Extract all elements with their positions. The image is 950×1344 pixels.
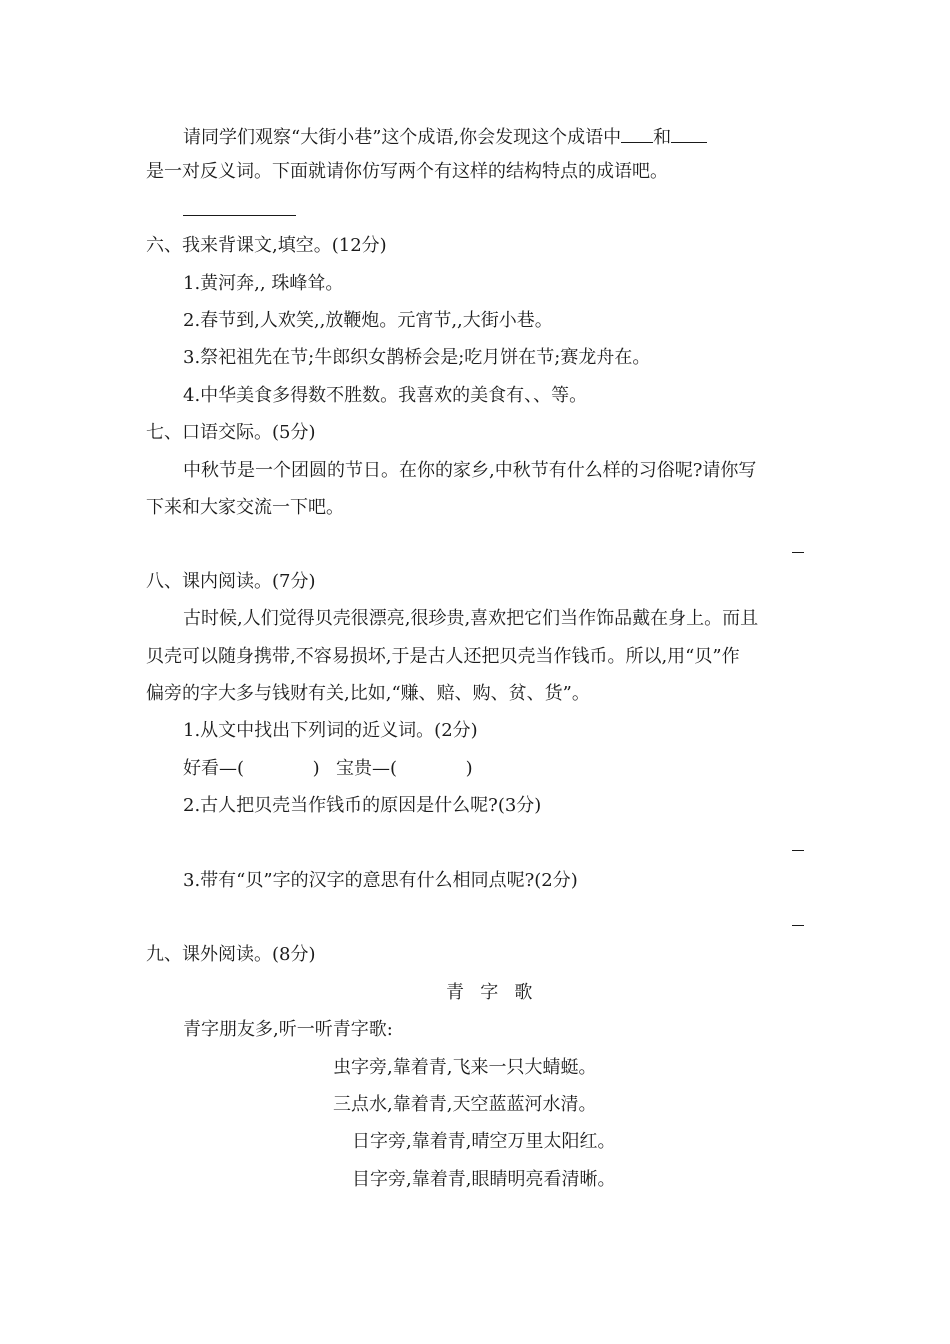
section6-item-2: 2.春节到,人欢笑,,放鞭炮。元宵节,,大街小巷。 (183, 310, 553, 331)
section8-passage-line2: 贝壳可以随身携带,不容易损坏,于是古人还把贝壳当作钱币。所以,用“贝”作 (146, 646, 740, 667)
section8-passage-line3: 偏旁的字大多与钱财有关,比如,“赚、赔、购、贫、货”。 (146, 683, 590, 704)
poem-title: 青字歌 (446, 982, 549, 1003)
section8-q3-answer-line[interactable] (792, 925, 804, 926)
section8-q1: 1.从文中找出下列词的近义词。(2分) (183, 720, 478, 741)
section7-heading: 七、口语交际。(5分) (146, 422, 316, 443)
section8-q2: 2.古人把贝壳当作钱币的原因是什么呢?(3分) (183, 795, 542, 816)
section8-q2-answer-line[interactable] (792, 850, 804, 851)
section8-q1-pair2[interactable]: 宝贵—( ) (336, 758, 473, 779)
sec5-line1 (183, 124, 707, 148)
poem-verse-2: 三点水,靠着青,天空蓝蓝河水清。 (333, 1094, 597, 1115)
section8-heading: 八、课内阅读。(7分) (146, 571, 316, 592)
sec5-line1-text-b: 和 (653, 127, 672, 148)
sec5-line2: 是一对反义词。下面就请你仿写两个有这样的结构特点的成语吧。 (146, 161, 668, 182)
section6-item-3: 3.祭祀祖先在节;牛郎织女鹊桥会是;吃月饼在节;赛龙舟在。 (183, 347, 651, 368)
section9-heading: 九、课外阅读。(8分) (146, 944, 316, 965)
section7-answer-line[interactable] (792, 552, 804, 553)
section6-item-4: 4.中华美食多得数不胜数。我喜欢的美食有、、等。 (183, 385, 588, 406)
section6-item-1: 1.黄河奔,, 珠峰耸。 (183, 273, 344, 294)
sec5-line1-text-a: 请同学们观察“大街小巷”这个成语,你会发现这个成语中 (183, 127, 622, 148)
section7-para-line1: 中秋节是一个团圆的节日。在你的家乡,中秋节有什么样的习俗呢?请你写 (183, 460, 757, 481)
section8-q1-pair1[interactable]: 好看—( ) (183, 758, 320, 779)
section7-para-line2: 下来和大家交流一下吧。 (146, 497, 344, 518)
poem-verse-4: 目字旁,靠着青,眼睛明亮看清晰。 (352, 1169, 616, 1190)
poem-intro: 青字朋友多,听一听青字歌: (183, 1019, 393, 1040)
idiom-answer-line[interactable] (183, 215, 296, 216)
section8-q3: 3.带有“贝”字的汉字的意思有什么相同点呢?(2分) (183, 870, 578, 891)
section6-heading: 六、我来背课文,填空。(12分) (146, 235, 387, 256)
antonym-blank-2[interactable] (671, 124, 707, 143)
antonym-blank-1[interactable] (621, 124, 653, 143)
poem-verse-1: 虫字旁,靠着青,飞来一只大蜻蜓。 (333, 1057, 597, 1078)
section8-passage-line1: 古时候,人们觉得贝壳很漂亮,很珍贵,喜欢把它们当作饰品戴在身上。而且 (183, 608, 759, 629)
poem-verse-3: 日字旁,靠着青,晴空万里太阳红。 (352, 1131, 616, 1152)
